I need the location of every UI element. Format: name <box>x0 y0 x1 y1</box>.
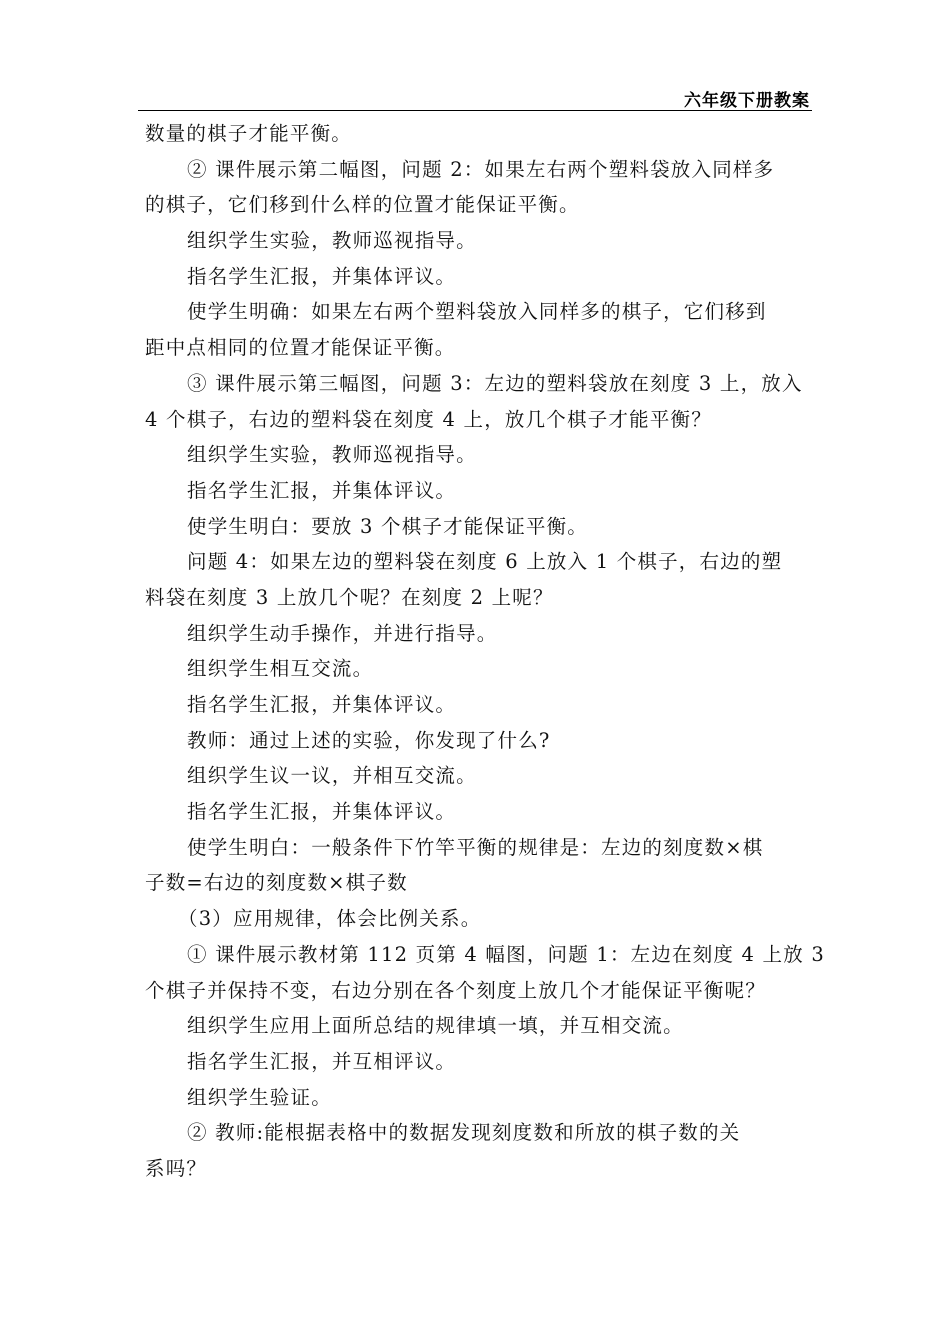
text-line: 组织学生应用上面所总结的规律填一填，并互相交流。 <box>187 1014 684 1038</box>
text-line: 指名学生汇报，并互相评议。 <box>187 1049 457 1073</box>
text-line: 组织学生验证。 <box>187 1085 332 1109</box>
text-line: （3）应用规律，体会比例关系。 <box>178 907 482 931</box>
text-line: 组织学生实验，教师巡视指导。 <box>187 443 477 467</box>
text-line: 系吗？ <box>145 1156 208 1180</box>
text-line: ① 课件展示教材第 112 页第 4 幅图，问题 1：左边在刻度 4 上放 3 <box>187 942 825 966</box>
text-line: 子数=右边的刻度数×棋子数 <box>145 871 408 895</box>
text-line: 使学生明确：如果左右两个塑料袋放入同样多的棋子，它们移到 <box>187 300 767 324</box>
text-line: 指名学生汇报，并集体评议。 <box>187 478 457 502</box>
text-line: ② 教师:能根据表格中的数据发现刻度数和所放的棋子数的关 <box>187 1121 741 1145</box>
text-line: 4 个棋子，右边的塑料袋在刻度 4 上，放几个棋子才能平衡？ <box>145 407 712 431</box>
text-line: 指名学生汇报，并集体评议。 <box>187 800 457 824</box>
text-line: 的棋子，它们移到什么样的位置才能保证平衡。 <box>145 193 580 217</box>
text-line: 数量的棋子才能平衡。 <box>145 122 353 145</box>
header-title: 六年级下册教案 <box>684 91 810 111</box>
text-line: 距中点相同的位置才能保证平衡。 <box>145 336 456 360</box>
text-line: 使学生明白：一般条件下竹竿平衡的规律是：左边的刻度数×棋 <box>187 835 764 859</box>
text-line: 教师：通过上述的实验，你发现了什么? <box>187 728 551 752</box>
text-line: 个棋子并保持不变，右边分别在各个刻度上放几个才能保证平衡呢？ <box>145 978 767 1002</box>
text-line: 料袋在刻度 3 上放几个呢？在刻度 2 上呢？ <box>145 585 554 609</box>
text-line: 组织学生议一议，并相互交流。 <box>187 764 477 788</box>
text-line: 指名学生汇报，并集体评议。 <box>187 264 457 288</box>
text-line: 指名学生汇报，并集体评议。 <box>187 693 457 716</box>
text-line: ② 课件展示第二幅图，问题 2：如果左右两个塑料袋放入同样多 <box>187 157 775 181</box>
text-line: 问题 4：如果左边的塑料袋在刻度 6 上放入 1 个棋子，右边的塑 <box>187 550 783 574</box>
text-line: 组织学生相互交流。 <box>187 657 374 681</box>
body-text <box>145 116 825 1187</box>
text-line: 组织学生动手操作，并进行指导。 <box>187 621 498 645</box>
text-line: 使学生明白：要放 3 个棋子才能保证平衡。 <box>187 514 589 538</box>
text-line: 组织学生实验，教师巡视指导。 <box>187 229 477 253</box>
header-divider <box>138 110 812 111</box>
text-line: ③ 课件展示第三幅图，问题 3：左边的塑料袋放在刻度 3 上，放入 <box>187 371 803 395</box>
